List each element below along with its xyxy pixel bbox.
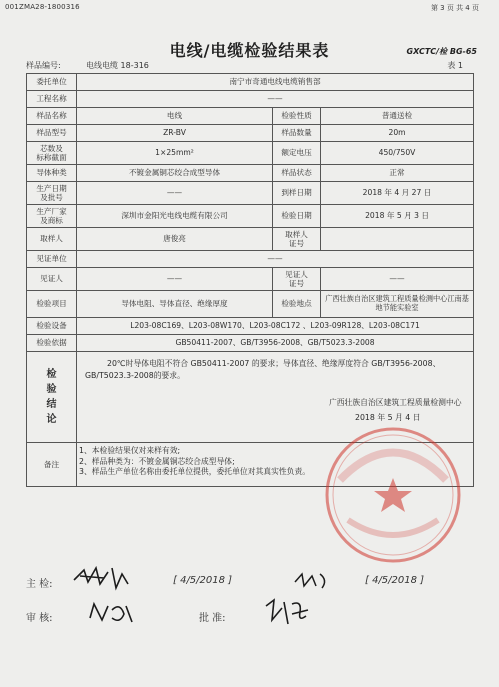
test-nature-value: 普通送检 xyxy=(321,108,474,125)
basis-label: 检验依据 xyxy=(27,335,77,352)
witness-label: 见证人 xyxy=(27,268,77,291)
sampler-value: 唐俊亮 xyxy=(77,228,273,251)
document-id: 001ZMA28-1800316 xyxy=(5,3,80,11)
voltage-value: 450/750V xyxy=(321,142,474,165)
reviewer-signature xyxy=(86,598,136,628)
witness-value: —— xyxy=(77,268,273,291)
manufacturer-label-text: 生产厂家 及商标 xyxy=(36,206,67,225)
notes-label: 备注 xyxy=(27,443,77,487)
sample-no-value: 电线电缆 18-316 xyxy=(86,61,149,70)
prod-date-label-text: 生产日期 及批号 xyxy=(36,183,67,202)
form-code: GXCTC/检 BG-65 xyxy=(406,47,477,56)
note-1: 1、本检验结果仅对来样有效; xyxy=(79,446,181,455)
location-value: 广西壮族自治区建筑工程质量检测中心江南基地节能实验室 xyxy=(321,291,474,318)
sampler-cert-value xyxy=(321,228,474,251)
prod-date-value: —— xyxy=(77,182,273,205)
approver-label: 批 准: xyxy=(199,613,226,624)
main-inspector-label: 主 检: xyxy=(26,579,53,590)
witness-cert-label xyxy=(273,268,321,291)
basis-value: GB50411-2007、GB/T3956-2008、GB/T5023.3-2008 xyxy=(77,335,474,352)
witness-unit-label: 见证单位 xyxy=(27,251,77,268)
conductor-value: 不镀金属铜芯绞合成型导体 xyxy=(77,165,273,182)
note-3: 3、样品生产单位名称由委托单位提供，委托单位对其真实性负责。 xyxy=(79,467,311,477)
quantity-label: 样品数量 xyxy=(273,125,321,142)
second-inspector-signature xyxy=(292,568,332,592)
voltage-label: 额定电压 xyxy=(273,142,321,165)
client-value: 南宁市奇通电线电缆销售部 xyxy=(77,74,474,91)
cores-label-text: 芯数及 标称截面 xyxy=(36,143,67,162)
table-number: 表 1 xyxy=(447,61,463,70)
official-seal-stamp xyxy=(318,420,468,570)
state-label: 样品状态 xyxy=(273,165,321,182)
witness-cert-label-text: 见证人 证号 xyxy=(285,269,308,288)
sample-name-value: 电线 xyxy=(77,108,273,125)
model-label: 样品型号 xyxy=(27,125,77,142)
approver-signature xyxy=(262,596,312,628)
test-date-label: 检验日期 xyxy=(273,205,321,228)
prod-date-label xyxy=(27,182,77,205)
arrival-label: 到样日期 xyxy=(273,182,321,205)
equipment-value: L203-08C169、L203-08W170、L203-08C172 、L203-09R128、L203-08C171 xyxy=(77,318,474,335)
model-value: ZR-BV xyxy=(77,125,273,142)
conductor-label: 导体种类 xyxy=(27,165,77,182)
main-inspector-date: [ 4/5/2018 ] xyxy=(173,575,233,586)
conclusion-label-text: 检 验 结 论 xyxy=(46,369,57,425)
test-nature-label: 检验性质 xyxy=(273,108,321,125)
manufacturer-label xyxy=(27,205,77,228)
conclusion-date: 2018 年 5 月 4 日 xyxy=(355,413,421,422)
conclusion-org: 广西壮族自治区建筑工程质量检测中心 xyxy=(329,398,462,407)
project-label: 工程名称 xyxy=(27,91,77,108)
quantity-value: 20m xyxy=(321,125,474,142)
sampler-cert-label xyxy=(273,228,321,251)
sampler-label: 取样人 xyxy=(27,228,77,251)
witness-unit-value: —— xyxy=(77,251,474,268)
page-title: 电线/电缆检验结果表 xyxy=(169,41,330,60)
main-inspector-signature xyxy=(70,562,130,592)
conclusion-text: 20℃时导体电阻不符合 GB50411-2007 的要求；导体直径、绝缘厚度符合 GB/T3956-2008、GB/T5023.3-2008的要求。 xyxy=(85,359,441,380)
client-label: 委托单位 xyxy=(27,74,77,91)
location-label: 检验地点 xyxy=(273,291,321,318)
page-number: 第 3 页 共 4 页 xyxy=(430,4,479,12)
cores-label xyxy=(27,142,77,165)
items-label: 检验项目 xyxy=(27,291,77,318)
reviewer-label: 审 核: xyxy=(26,613,53,624)
sampler-cert-label-text: 取样人 证号 xyxy=(285,229,308,248)
note-2: 2、样品种类为：不镀金属铜芯绞合成型导体; xyxy=(79,456,235,466)
sample-name-label: 样品名称 xyxy=(27,108,77,125)
equipment-label: 检验设备 xyxy=(27,318,77,335)
test-date-value: 2018 年 5 月 3 日 xyxy=(321,205,474,228)
project-value: —— xyxy=(77,91,474,108)
cores-value: 1×25mm² xyxy=(77,142,273,165)
sample-no-label: 样品编号: xyxy=(26,61,61,70)
arrival-value: 2018 年 4 月 27 日 xyxy=(321,182,474,205)
state-value: 正常 xyxy=(321,165,474,182)
second-inspector-date: [ 4/5/2018 ] xyxy=(365,575,425,586)
witness-cert-value: —— xyxy=(321,268,474,291)
conclusion-label xyxy=(27,352,77,443)
items-value: 导体电阻、导体直径、绝缘厚度 xyxy=(77,291,273,318)
manufacturer-value: 深圳市金阳光电线电缆有限公司 xyxy=(77,205,273,228)
